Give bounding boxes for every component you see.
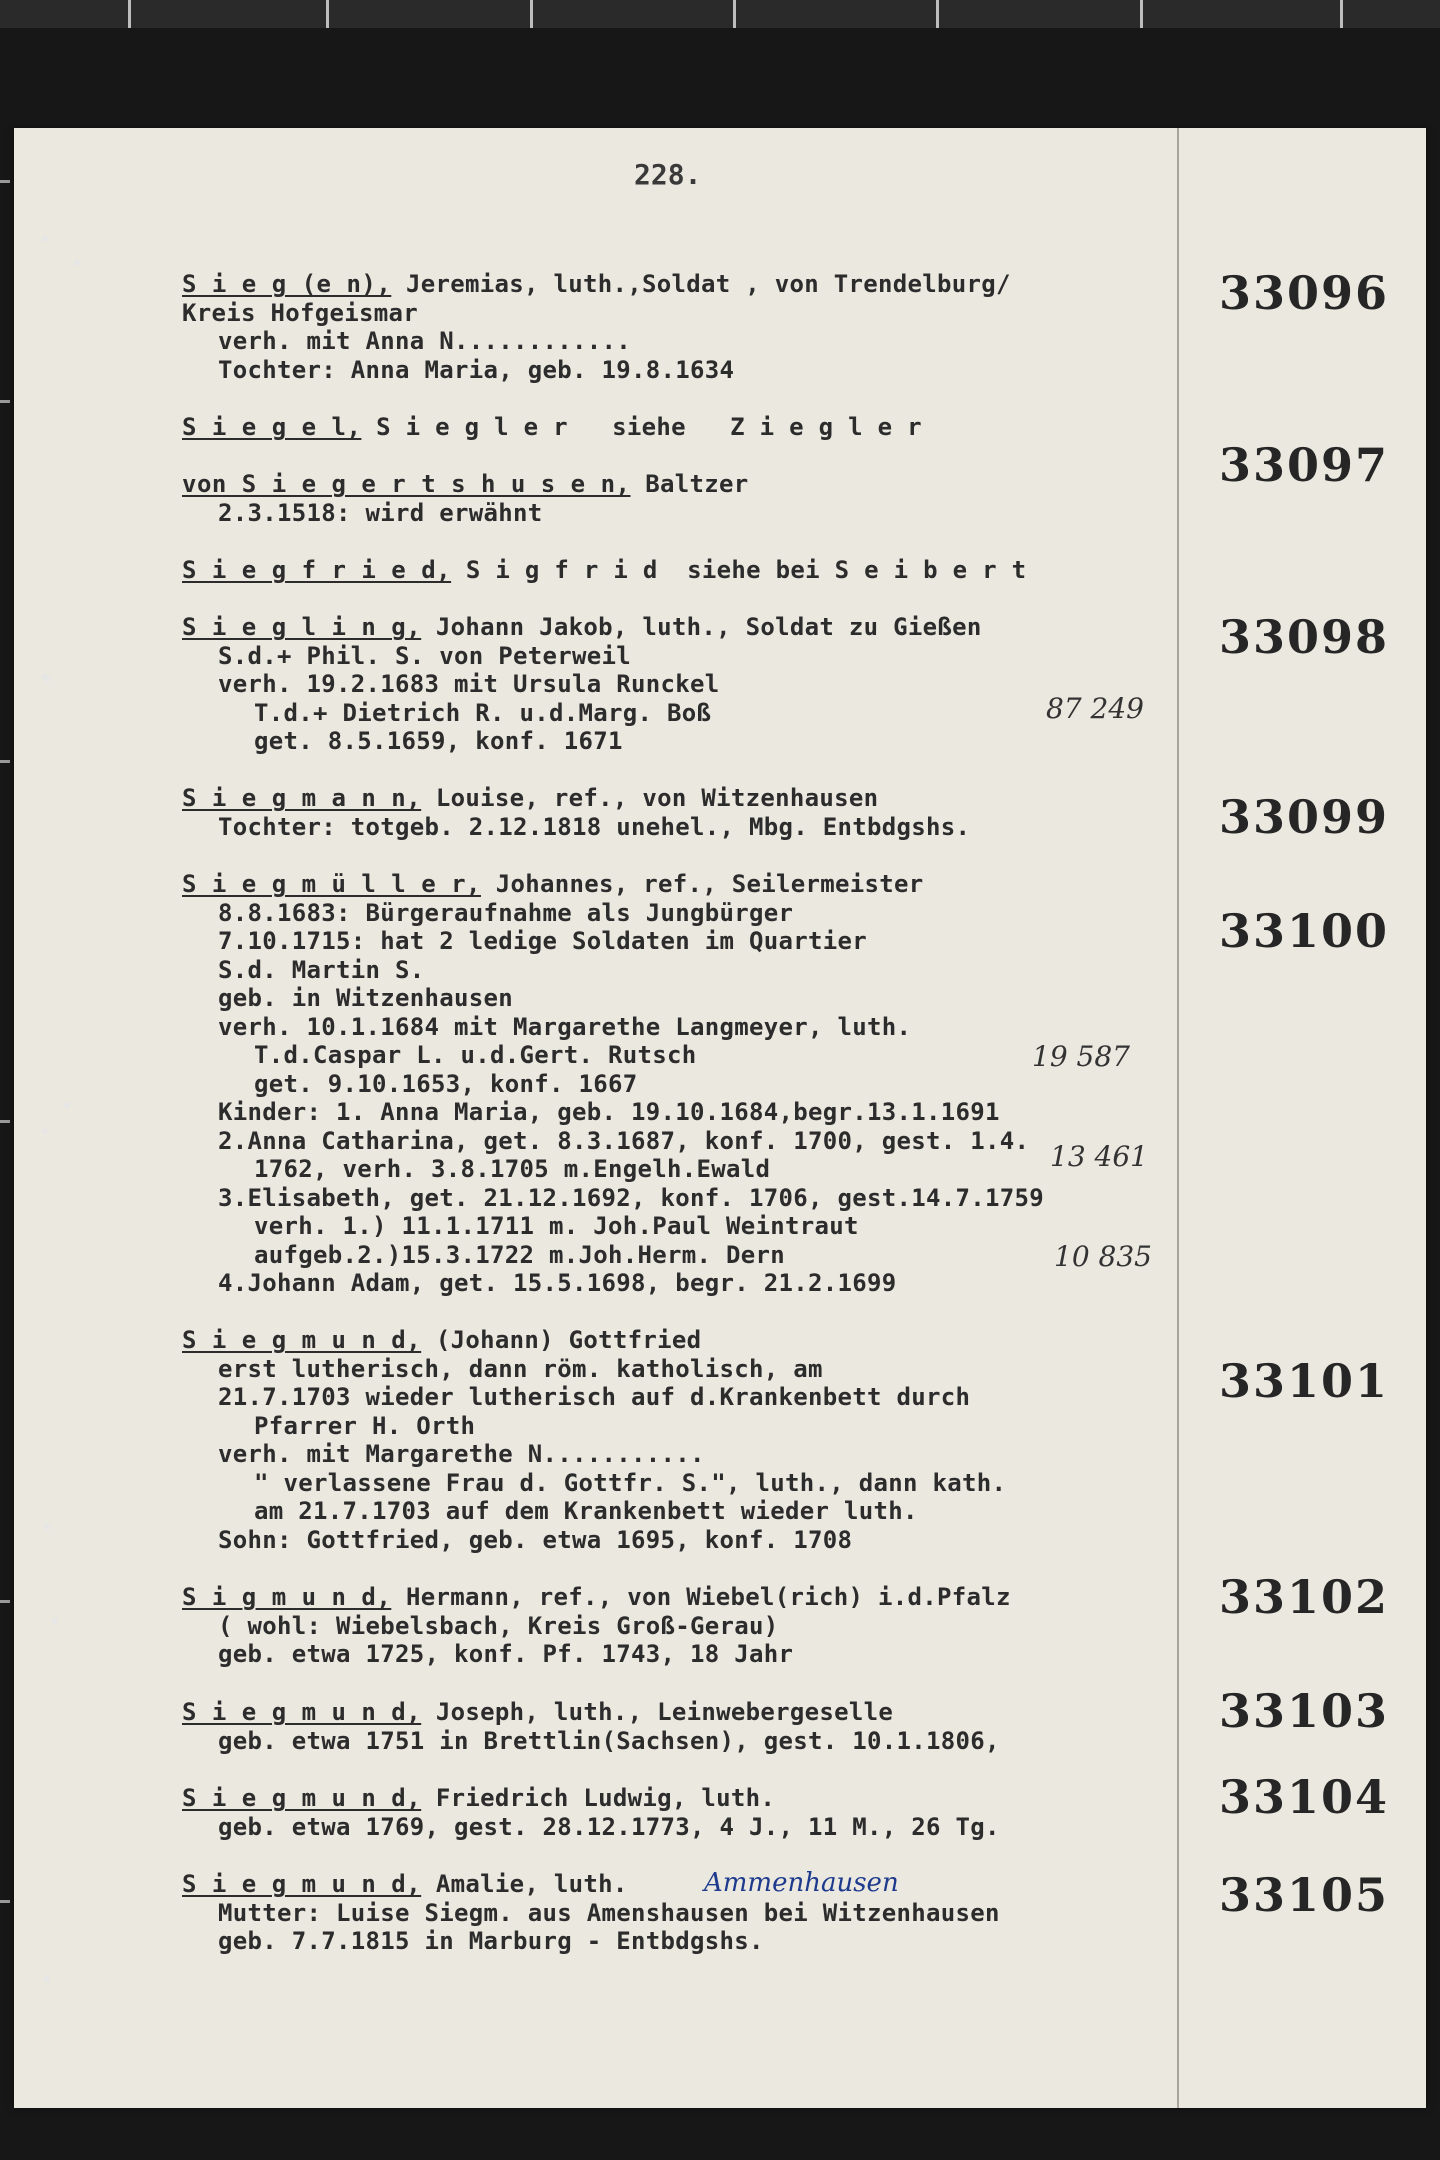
ref-number: 33096: [1219, 266, 1390, 320]
entry-siegel: S i e g e l, S i e g l e r siehe Z i e g l e r: [182, 413, 922, 441]
entry-surname: S i e g (e n),: [182, 270, 392, 298]
entry-siegling: S i e g l i n g, Johann Jakob, luth., Soldat zu Gießen S.d.+ Phil. S. von Peterweil verh. 19.2.1683 mit Ursula Runckel T.d.+ Dietrich R. u.d.Marg. Boß get. 8.5.1659, konf. 1671: [182, 613, 982, 755]
entry-siegfried: S i e g f r i e d, S i g f r i d siehe bei S e i b e r t: [182, 556, 1027, 584]
ref-number: 33097: [1219, 438, 1390, 492]
ref-number: 33100: [1219, 904, 1390, 958]
film-edge-mark: [0, 1900, 10, 1903]
punch-dot: [64, 1102, 70, 1108]
entry-siegmund-joseph: S i e g m u n d, Joseph, luth., Leinwebergeselle geb. etwa 1751 in Brettlin(Sachsen), gest. 10.1.1806,: [182, 1698, 1000, 1755]
film-edge-mark: [0, 1120, 10, 1123]
film-edge-mark: [0, 760, 10, 763]
document-page: [14, 128, 1426, 2108]
entry-siegmann: S i e g m a n n, Louise, ref., von Witzenhausen Tochter: totgeb. 2.12.1818 unehel., Mbg. Entbdgshs.: [182, 784, 971, 841]
film-edge-mark: [0, 1600, 10, 1603]
entry-surname: S i e g m a n n,: [182, 784, 422, 812]
entry-surname: S i e g m u n d,: [182, 1326, 422, 1354]
handwritten-number: 19 587: [1032, 1040, 1130, 1073]
entry-siegmund-gottfried: S i e g m u n d, (Johann) Gottfried erst lutherisch, dann röm. katholisch, am 21.7.1703 wieder lutherisch auf d.Krankenbett durch Pfarrer H. Orth verh. mit Margarethe N........... " verlassene Frau d. Gottfr. S.", luth., dann kath. am 21.7.1703 auf dem Krankenbett wieder luth. Sohn: Gottfried, geb. etwa 1695, konf. 1708: [182, 1326, 1007, 1554]
ref-number: 33098: [1219, 610, 1390, 664]
punch-dot: [44, 676, 50, 682]
scanner-top-strip: [0, 0, 1440, 28]
ref-number: 33102: [1219, 1570, 1390, 1624]
handwritten-number: 13 461: [1050, 1140, 1148, 1173]
ref-number: 33104: [1219, 1770, 1390, 1824]
punch-dot: [42, 1128, 48, 1134]
handwritten-number: 87 249: [1046, 692, 1144, 725]
entry-sigmund-hermann: S i g m u n d, Hermann, ref., von Wiebel(rich) i.d.Pfalz ( wohl: Wiebelsbach, Kreis Groß-Gerau) geb. etwa 1725, konf. Pf. 1743, 18 Jahr: [182, 1583, 1011, 1668]
entry-siegertshusen: von S i e g e r t s h u s e n, Baltzer 2.3.1518: wird erwähnt: [182, 470, 749, 527]
punch-dot: [74, 260, 80, 266]
film-edge-mark: [0, 180, 10, 183]
entry-siegmund-amalie: S i e g m u n d, Amalie, luth. Mutter: Luise Siegm. aus Amenshausen bei Witzenhausen geb. 7.7.1815 in Marburg - Entbdgshs.: [182, 1870, 1000, 1955]
handwritten-number: 10 835: [1054, 1240, 1152, 1273]
page-number: 228.: [634, 158, 702, 191]
entry-surname: S i e g e l,: [182, 413, 362, 441]
entry-surname: S i e g f r i e d,: [182, 556, 452, 584]
entry-siegmueller: S i e g m ü l l e r, Johannes, ref., Seilermeister 8.8.1683: Bürgeraufnahme als Jungbürger 7.10.1715: hat 2 ledige Soldaten im Quartier S.d. Martin S. geb. in Witzenhausen verh. 10.1.1684 mit Margarethe Langmeyer, luth. T.d.Caspar L. u.d.Gert. Rutsch get. 9.10.1653, konf. 1667 Kinder: 1. Anna Maria, geb. 19.10.1684,begr.13.1.1691 2.Anna Catharina, get. 8.3.1687, konf. 1700, gest. 1.4. 1762, verh. 3.8.1705 m.Engelh.Ewald 3.Elisabeth, get. 21.12.1692, konf. 1706, gest.14.7.1759 verh. 1.) 11.1.1711 m. Joh.Paul Weintraut aufgeb.2.)15.3.1722 m.Joh.Herm. Dern 4.Johann Adam, get. 15.5.1698, begr. 21.2.1699: [182, 870, 1044, 1297]
punch-dot: [44, 1976, 50, 1982]
punch-dot: [42, 236, 48, 242]
punch-dot: [44, 1524, 50, 1530]
handwritten-correction: Ammenhausen: [704, 1868, 899, 1898]
entry-surname: S i e g m ü l l e r,: [182, 870, 481, 898]
ref-number: 33099: [1219, 790, 1390, 844]
ref-number: 33101: [1219, 1354, 1390, 1408]
entry-surname: S i g m u n d,: [182, 1583, 392, 1611]
entry-surname: von S i e g e r t s h u s e n,: [182, 470, 631, 498]
entry-surname: S i e g m u n d,: [182, 1784, 422, 1812]
entry-siegmund-friedrich: S i e g m u n d, Friedrich Ludwig, luth. geb. etwa 1769, gest. 28.12.1773, 4 J., 11 M., 26 Tg.: [182, 1784, 1000, 1841]
film-edge-mark: [0, 400, 10, 403]
entry-sieg-en: S i e g (e n), Jeremias, luth.,Soldat , von Trendelburg/ Kreis Hofgeismar verh. mit Anna N............ Tochter: Anna Maria, geb. 19.8.1634: [182, 270, 1011, 384]
punch-dot: [52, 1618, 58, 1624]
entry-surname: S i e g l i n g,: [182, 613, 422, 641]
ref-number: 33103: [1219, 1684, 1390, 1738]
entry-surname: S i e g m u n d,: [182, 1870, 422, 1898]
entry-surname: S i e g m u n d,: [182, 1698, 422, 1726]
ref-number: 33105: [1219, 1868, 1390, 1922]
